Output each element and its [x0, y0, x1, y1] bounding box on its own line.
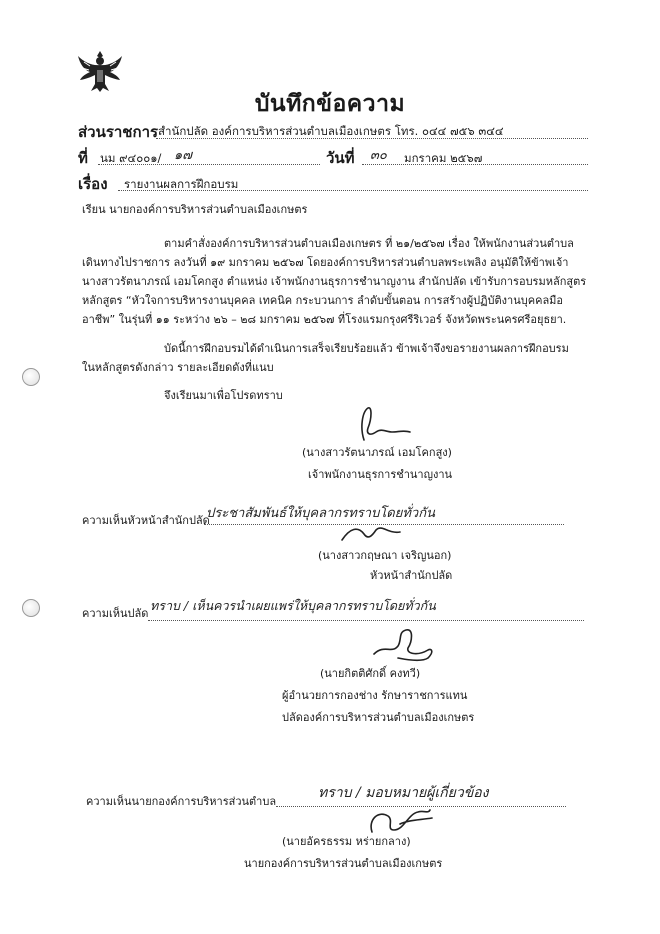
ref-label: ที่: [78, 149, 88, 167]
date-value: มกราคม ๒๕๖๗: [404, 151, 483, 165]
opinion2-position2: ปลัดองค์การบริหารส่วนตำบลเมืองเกษตร: [282, 711, 475, 724]
opinion3-position: นายกองค์การบริหารส่วนตำบลเมืองเกษตร: [244, 857, 443, 870]
para1-line5: อาชีพ” ในรุ่นที่ ๑๑ ระหว่าง ๒๖ – ๒๘ มกราคม ๒๕๖๗ ที่โรงแรมกรุงศรีริเวอร์ จังหวัดพระนครศรีอยุธยา.: [82, 313, 567, 326]
para1-line4: หลักสูตร “หัวใจการบริหารงานบุคคล เทคนิค กระบวนการ ลำดับขั้นตอน การสร้างผู้ปฏิบัติงานบุคคลมือ: [82, 294, 564, 307]
opinion2-name: (นายกิตติศักดิ์ คงทวี): [320, 667, 421, 680]
date-label: วันที่: [326, 149, 355, 167]
opinion3-name: (นายอัครธรรม หร่ายกลาง): [282, 835, 411, 848]
para1-line1: ตามคำสั่งองค์การบริหารส่วนตำบลเมืองเกษตร ที่ ๒๑/๒๕๖๗ เรื่อง ให้พนักงานส่วนตำบล: [164, 237, 574, 250]
opinion2-position1: ผู้อำนวยการกองช่าง รักษาราชการแทน: [282, 689, 468, 702]
punch-hole-top: [22, 368, 40, 386]
para2-line1: บัดนี้การฝึกอบรมได้ดำเนินการเสร็จเรียบร้อยแล้ว ข้าพเจ้าจึงขอรายงานผลการฝึกอบรม: [164, 342, 569, 355]
opinion1-handwritten: ประชาสัมพันธ์ให้บุคลากรทราบโดยทั่วกัน: [206, 506, 435, 521]
closing: จึงเรียนมาเพื่อโปรดทราบ: [164, 389, 283, 402]
signature-1-icon: [352, 402, 416, 446]
agency-dotline: [156, 138, 588, 139]
document-title: บันทึกข้อความ: [254, 91, 406, 117]
subject-value: รายงานผลการฝึกอบรม: [124, 177, 239, 191]
signature-2-icon: [336, 520, 406, 548]
para1-line2: เดินทางไปราชการ ลงวันที่ ๑๙ มกราคม ๒๕๖๗ โดยองค์การบริหารส่วนตำบลพระเพลิง อนุมัติให้ข้าพเจ้า: [82, 256, 569, 269]
date-day-handwritten: ๓๐: [370, 148, 387, 163]
opinion2-handwritten: ทราบ / เห็นควรนำเผยแพร่ให้บุคลากรทราบโดยทั่วกัน: [150, 598, 436, 613]
opinion3-handwritten: ทราบ / มอบหมายผู้เกี่ยวข้อง: [318, 785, 489, 801]
subject-label: เรื่อง: [78, 175, 108, 193]
sig1-name: (นางสาวรัตนาภรณ์ เอมโคกสูง): [302, 446, 452, 459]
para2-line2: ในหลักสูตรดังกล่าว รายละเอียดดังที่แนบ: [82, 361, 274, 374]
opinion3-label: ความเห็นนายกองค์การบริหารส่วนตำบล: [86, 795, 277, 808]
date-dotline: [362, 164, 588, 165]
ref-dotline: [98, 164, 320, 165]
ref-value: นม ๙๔๐๐๑/: [100, 151, 162, 165]
salutation: เรียน นายกองค์การบริหารส่วนตำบลเมืองเกษตร: [82, 203, 308, 216]
signature-3-icon: [368, 624, 440, 664]
punch-hole-bottom: [22, 599, 40, 617]
opinion2-dotline: [148, 620, 584, 621]
sig1-position: เจ้าพนักงานธุรการชำนาญงาน: [308, 468, 453, 481]
opinion1-label: ความเห็นหัวหน้าสำนักปลัด: [82, 514, 210, 527]
agency-value: สำนักปลัด องค์การบริหารส่วนตำบลเมืองเกษตร โทร. ๐๔๔ ๗๕๖ ๓๔๔: [158, 124, 504, 138]
opinion1-name: (นางสาวกฤษณา เจริญนอก): [318, 549, 452, 562]
ref-handwritten: ๑๗: [174, 148, 193, 163]
subject-dotline: [118, 190, 588, 191]
agency-label: ส่วนราชการ: [78, 123, 159, 141]
para1-line3: นางสาวรัตนาภรณ์ เอมโคกสูง ตำแหน่ง เจ้าพนักงานธุรการชำนาญงาน สำนักปลัด เข้ารับการอบรมหลักสูตร: [82, 275, 587, 288]
opinion2-label: ความเห็นปลัด: [82, 607, 149, 620]
opinion1-position: หัวหน้าสำนักปลัด: [370, 569, 453, 582]
